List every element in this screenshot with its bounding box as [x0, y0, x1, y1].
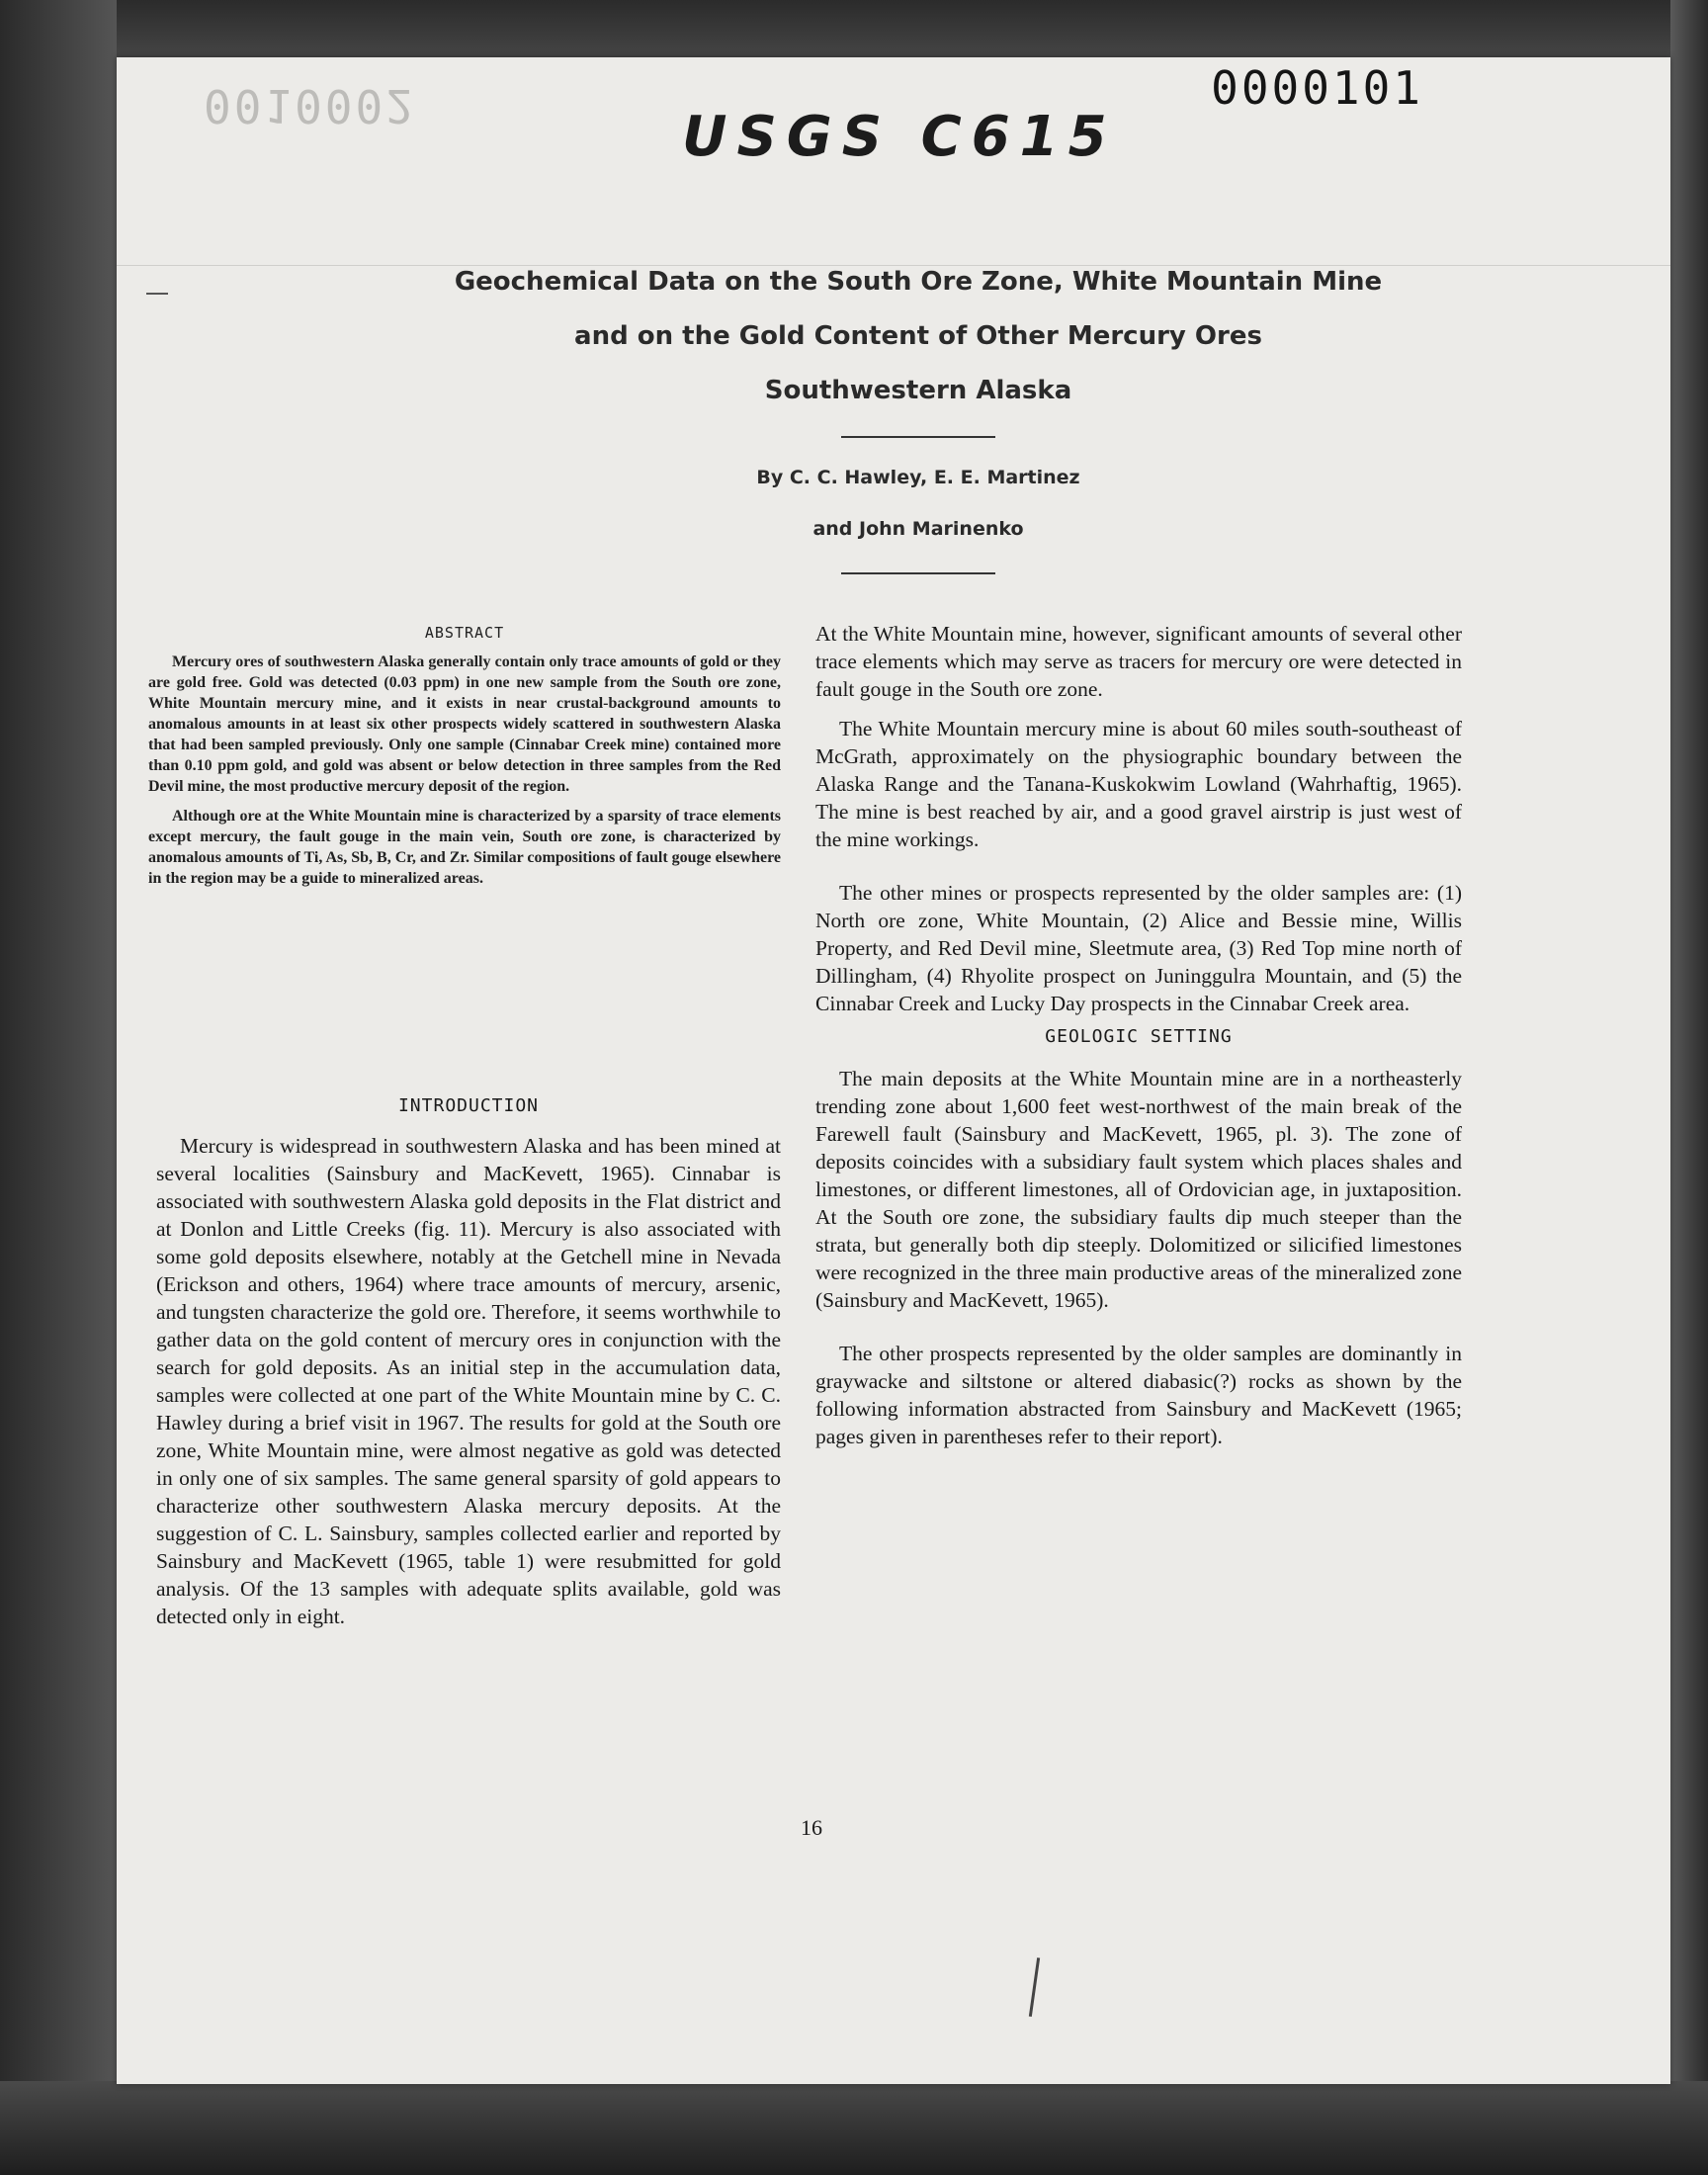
scan-border-left	[0, 0, 117, 2175]
abstract-section	[148, 623, 781, 898]
title-line-3: Southwestern Alaska	[764, 376, 1072, 405]
abstract-heading: ABSTRACT	[424, 624, 505, 642]
introduction-heading: INTRODUCTION	[397, 1095, 540, 1116]
stamp-number: 0000101	[1211, 61, 1423, 115]
abstract-paragraph-1: Mercury ores of southwestern Alaska generally contain only trace amounts of gold or they are gold free. Gold was detected (0.03 ppm) in one new sample from the South ore zone, White Mountain mercury mine, and it exists in near crustal-background amounts to anomalous amounts in at least six other prospects widely scattered in southwestern Alaska that had been sampled previously. Only one sample (Cinnabar Creek mine) contained more than 0.10 ppm gold, and gold was absent or below detection in three samples from the Red Devil mine, the most productive mercury deposit of the region.	[148, 653, 781, 795]
author-rule	[841, 572, 995, 574]
authors-line-1: By C. C. Hawley, E. E. Martinez	[756, 467, 1080, 488]
scan-border-right	[1670, 0, 1708, 2175]
right-paragraph-2: The White Mountain mercury mine is about 60 miles south-southeast of McGrath, approximately on the physiographic boundary between the Alaska Range and the Tanana-Kuskokwim Lowland (Wahrhaftig, 1965). The mine is best reached by air, and a good gravel airstrip is just west of the mine workings.	[815, 717, 1462, 851]
right-column	[815, 620, 1462, 1450]
title-line-1: Geochemical Data on the South Ore Zone, White Mountain Mine	[454, 267, 1383, 297]
geologic-paragraph-1: The main deposits at the White Mountain mine are in a northeasterly trending zone about 1,600 feet west-northwest of the main break of the Farewell fault (Sainsbury and MacKevett, 1965, pl. 3). The zone of deposits coincides with a subsidiary fault system which places shales and limestones, or different limestones, all of Ordovician age, in juxtaposition. At the South ore zone, the subsidiary faults dip much steeper than the strata, but generally both dip steeply. Dolomitized or silicified limestones were recognized in the three main productive areas of the mineralized zone (Sainsbury and MacKevett, 1965).	[815, 1067, 1462, 1312]
geologic-setting-heading: GEOLOGIC SETTING	[1045, 1026, 1233, 1047]
introduction-paragraph: Mercury is widespread in southwestern Alaska and has been mined at several localities (Sainsbury and MacKevett, 1965). Cinnabar is associated with southwestern Alaska gold deposits in the Flat district and at Donlon and Little Creeks (fig. 11). Mercury is also associated with some gold deposits elsewhere, notably at the Getchell mine in Nevada (Erickson and others, 1964) where trace amounts of mercury, arsenic, and tungsten characterize the gold ore. Therefore, it seems worthwhile to gather data on the gold content of mercury ores in conjunction with the search for gold deposits. As an initial step in the accumulation data, samples were collected at one part of the White Mountain mine by C. C. Hawley during a brief visit in 1967. The results for gold at the South ore zone, White Mountain mine, were almost negative as gold was detected in only one of six samples. The same general sparsity of gold appears to characterize other southwestern Alaska mercury deposits. At the suggestion of C. L. Sainsbury, samples collected earlier and reported by Sainsbury and MacKevett (1965, table 1) were resubmitted for gold analysis. Of the 13 samples with adequate splits available, gold was detected only in eight.	[156, 1134, 781, 1628]
abstract-paragraph-2: Although ore at the White Mountain mine is characterized by a sparsity of trace elements except mercury, the fault gouge in the main vein, South ore zone, is characterized by anomalous amounts of Ti, As, Sb, B, Cr, and Zr. Similar compositions of fault gouge elsewhere in the region may be a guide to mineralized areas.	[148, 808, 781, 887]
geologic-paragraph-2: The other prospects represented by the older samples are dominantly in graywacke and siltstone or altered diabasic(?) rocks as shown by the following information abstracted from Sainsbury and MacKevett (1965; pages given in parentheses refer to their report).	[815, 1342, 1462, 1448]
right-paragraph-3: The other mines or prospects represented by the older samples are: (1) North ore zone, White Mountain, (2) Alice and Bessie mine, Willis Property, and Red Devil mine, Sleetmute area, (3) Red Top mine north of Dillingham, (4) Rhyolite prospect on Juninggulra Mountain, and (5) the Cinnabar Creek and Lucky Day prospects in the Cinnabar Creek area.	[815, 881, 1462, 1015]
page-number: 16	[801, 1815, 822, 1840]
title-block	[259, 255, 1578, 574]
right-paragraph-1: At the White Mountain mine, however, significant amounts of several other trace elements which may serve as tracers for mercury ore were detected in fault gouge in the South ore zone.	[815, 622, 1462, 701]
title-rule	[841, 436, 995, 438]
introduction-section	[156, 1092, 781, 1630]
margin-mark	[146, 293, 168, 295]
scan-border-bottom	[0, 2081, 1708, 2175]
authors-line-2: and John Marinenko	[812, 518, 1024, 540]
handwritten-note: USGS C615	[682, 105, 1117, 169]
faint-bleedthrough-number: 0010002	[204, 79, 416, 132]
title-line-2: and on the Gold Content of Other Mercury Ores	[574, 321, 1262, 351]
